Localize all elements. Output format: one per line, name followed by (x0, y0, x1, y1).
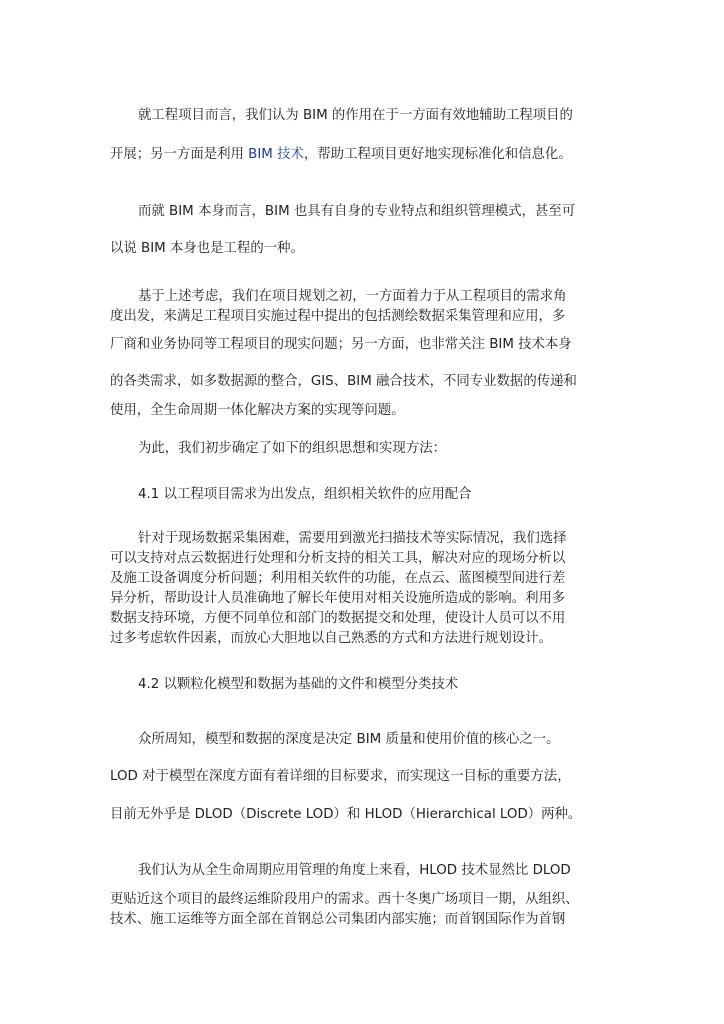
text-line: 过多考虑软件因素，而放心大胆地以自己熟悉的方式和方法进行规划设计。 (110, 631, 552, 646)
section-heading-4-1: 4.1 以工程项目需求为出发点，组织相关软件的应用配合 (138, 487, 472, 502)
text-line: 以说 BIM 本身也是工程的一种。 (110, 241, 304, 256)
text-line: 技术、施工运维等方面全部在首钢总公司集团内部实施；而首钢国际作为首钢 (110, 912, 566, 927)
text-line: 众所周知，模型和数据的深度是决定 BIM 质量和使用价值的核心之一。 (138, 732, 560, 747)
text-line: 使用，全生命周期一体化解决方案的实现等问题。 (110, 403, 405, 418)
section-heading-4-2: 4.2 以颗粒化模型和数据为基础的文件和模型分类技术 (138, 677, 459, 692)
text-line: 度出发，来满足工程项目实施过程中提出的包括测绘数据采集管理和应用，多 (110, 309, 566, 324)
text-line: 及施工设备调度分析问题；利用相关软件的功能，在点云、蓝图模型间进行差 (110, 571, 566, 586)
text-line: 针对于现场数据采集困难，需要用到激光扫描技术等实际情况，我们选择 (138, 531, 567, 546)
text-line: 的各类需求，如多数据源的整合，GIS、BIM 融合技术，不同专业数据的传递和 (110, 374, 577, 389)
text-line: 数据支持环境，方便不同单位和部门的数据提交和处理，使设计人员可以不用 (110, 611, 566, 626)
text-line: 开展；另一方面是利用 BIM 技术，帮助工程项目更好地实现标准化和信息化。 (110, 147, 572, 162)
text-line: 而就 BIM 本身而言，BIM 也具有自身的专业特点和组织管理模式，甚至可 (138, 204, 576, 219)
text-line: 为此，我们初步确定了如下的组织思想和实现方法： (138, 441, 446, 456)
text-line: 异分析，帮助设计人员准确地了解长年使用对相关设施所造成的影响。利用多 (110, 591, 566, 606)
bim-technology-link[interactable]: BIM 技术 (248, 147, 304, 162)
text-line: 厂商和业务协同等工程项目的现实问题；另一方面，也非常关注 BIM 技术本身 (110, 337, 572, 352)
text-line: 可以支持对点云数据进行处理和分析支持的相关工具，解决对应的现场分析以 (110, 551, 566, 566)
text-line: 就工程项目而言，我们认为 BIM 的作用在于一方面有效地辅助工程项目的 (138, 108, 573, 123)
text-line: 基于上述考虑，我们在项目规划之初，一方面着力于从工程项目的需求角 (138, 289, 567, 304)
text-line: 更贴近这个项目的最终运维阶段用户的需求。西十冬奥广场项目一期，从组织、 (110, 892, 579, 907)
text-line: 我们认为从全生命周期应用管理的角度上来看，HLOD 技术显然比 DLOD (138, 863, 571, 878)
text-line: LOD 对于模型在深度方面有着详细的目标要求，而实现这一目标的重要方法， (110, 769, 571, 784)
text-line: 目前无外乎是 DLOD（Discrete LOD）和 HLOD（Hierarchical LOD）两种。 (110, 807, 582, 822)
